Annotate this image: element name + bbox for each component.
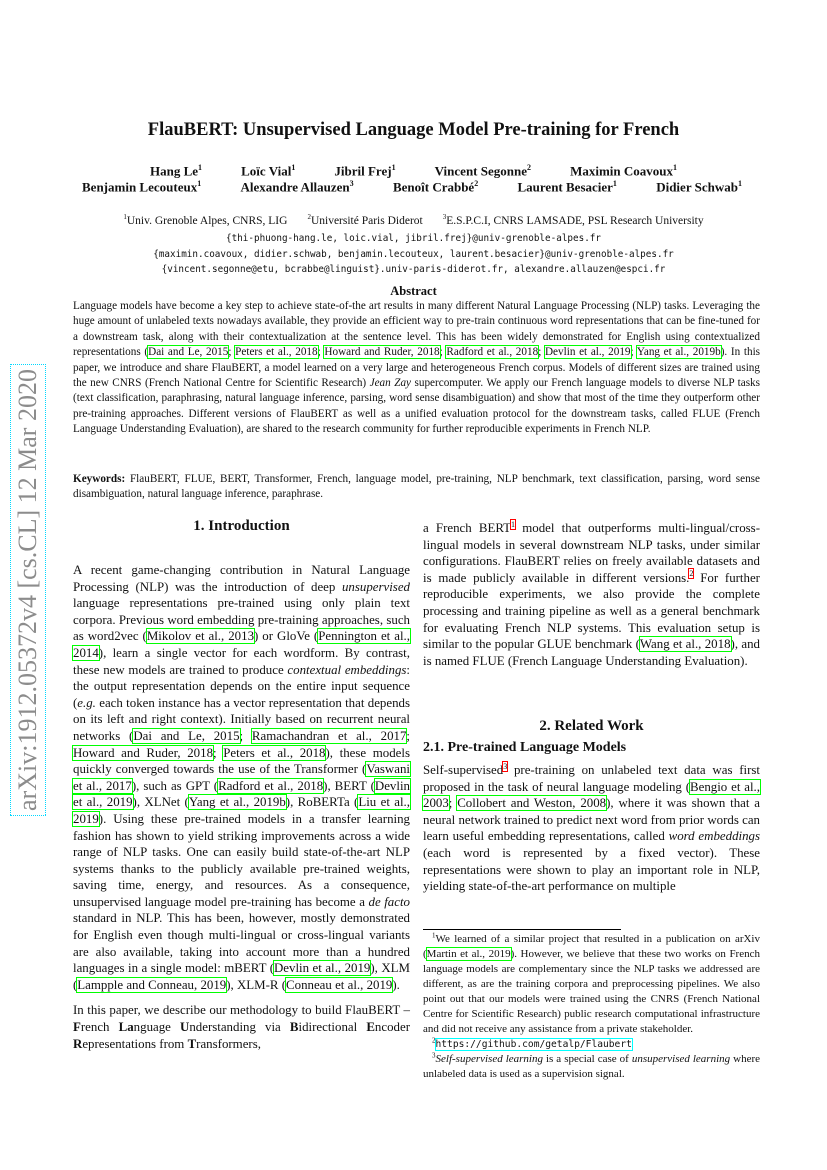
bold-text: R [73,1036,83,1051]
text: nderstanding via [189,1020,290,1035]
citation-link[interactable]: Wang et al., 2018 [639,637,731,652]
text: ; [239,728,252,743]
footnote-mark: 1 [432,931,436,940]
citation-link[interactable]: Vaswani et al., 2017 [73,762,410,793]
citation-link[interactable]: Ramachandran et al., 2017 [251,728,407,743]
text: ; [439,346,447,359]
author [82,179,201,195]
right-column-intro [423,520,760,669]
author-name: Vincent Segonne [434,163,527,179]
arxiv-stamp [10,310,50,870]
text: ; [228,346,236,359]
abstract-text [73,299,760,438]
text: ), where it was shown that a neural network trained to predict next word from prior words can learn useful embedding representations, called [423,796,761,844]
text: We learned of a similar project that resulted in a publication on arXiv ( [423,933,760,960]
text: ), these models quickly converged towards the use of the Transformer ( [73,745,410,777]
italic-text: unsupervised [341,579,410,594]
author [656,179,742,195]
footnote-link[interactable]: 3 [503,761,508,771]
text: A recent game-changing contribution in Natural Language Processing (NLP) was the introduction of deep [73,563,410,594]
citation-link[interactable]: Dai and Le, 2015 [133,728,240,743]
bold-text: La [118,1020,134,1035]
author-name: Loïc Vial [241,163,292,179]
bold-text: F [73,1020,81,1035]
left-column [73,562,410,1052]
affiliation-name: E.S.P.C.I, CNRS LAMSADE, PSL Research University [446,214,704,227]
paragraph [423,762,760,895]
text: ransformers, [196,1036,261,1051]
text: ), XLM-R ( [226,977,287,992]
citation-link[interactable]: Devlin et al., 2019 [73,778,410,810]
citation-link[interactable]: Howard and Ruder, 2018 [324,346,440,359]
citation-link[interactable]: Mikolov et al., 2013 [146,629,255,644]
affiliation-number: 1 [123,213,127,221]
text: For further reproducible experiments, we also provide the complete processing and training pipeline as well as a general benchmark for evaluating French NLP systems. This evaluation setup is similar to the popular GLUE benchmark ( [423,570,760,652]
affiliation-mark: 1 [391,163,396,172]
text: nguage [133,1020,181,1035]
italic-text: contextual embeddings [287,662,407,677]
author [334,163,395,179]
keywords [73,472,760,503]
email-line: {thi-phuong-hang.le, loic.vial, jibril.frej}@univ-grenoble-alpes.fr [225,233,601,244]
footnote [423,932,760,1037]
text: ). Using these pre-trained models in a transfer learning fashion has shown to yield striking improvements across a wide range of NLP tasks. One can easily build state-of-the-art NLP systems thanks to the publicly available pre-trained weights, saving time, energy, and resources. As a consequence, unsupervised language model pre-training has become a [73,811,410,909]
text: ), such as GPT ( [131,778,219,793]
italic-text: word embeddings [668,829,761,844]
text: pre-training on unlabeled text data was first proposed in the task of neural language modeling ( [423,763,760,794]
author-name: Benoît Crabbé [392,179,475,195]
affiliation-mark: 1 [672,163,677,172]
paragraph [423,520,760,669]
affiliation-number: 3 [442,213,447,221]
text: FlauBERT, FLUE, BERT, Transformer, French, language model, pre-training, NLP benchmark, text classification, parsing, word sense disambiguation, natural language inference, paraphrase. [73,473,760,501]
subsection-heading: 2.1. Pre-trained Language Models [423,740,627,755]
footnote-mark: 2 [432,1036,436,1045]
affiliation-mark: 1 [198,163,203,172]
citation-link[interactable]: Radford et al., 2018 [218,778,324,793]
text: ; [448,796,458,811]
affiliation-mark: 1 [197,179,202,188]
affiliation-mark: 1 [737,179,742,188]
author-name: Benjamin Lecouteux [82,179,198,195]
citation-link[interactable]: Collobert and Weston, 2008 [457,796,607,811]
footnotes [423,932,760,1082]
paragraph [73,562,410,993]
author-name: Alexandre Allauzen [240,179,350,195]
citation-link[interactable]: Pennington et al., 2014 [73,629,410,660]
author-name: Laurent Besacier [517,179,613,195]
citation-link[interactable]: Peters et al., 2018 [223,745,326,760]
italic-text: de facto [368,894,410,909]
url-link[interactable]: https://github.com/getalp/Flaubert [435,1039,632,1050]
italic-text: unsupervised learning [631,1053,731,1065]
text: model that outperforms multi-lingual/cross-lingual models in several downstream NLP tasks, under similar configurations. FlauBERT relies on freely available datasets and is made publicly available in different versions. [423,521,760,585]
author [240,179,353,195]
footnote-mark: 3 [432,1051,436,1060]
citation-link[interactable]: Devlin et al., 2019 [544,346,631,359]
italic-text: Self-supervised learning [435,1053,543,1065]
email-line: {vincent.segonne@etu, bcrabbe@linguist}.univ-paris-diderot.fr, alexandre.allauzen@espci.fr [161,264,666,275]
section-heading-related-work: 2. Related Work [539,718,644,734]
author [435,163,531,179]
author [150,163,202,179]
citation-link[interactable]: Conneau et al., 2019 [286,977,393,992]
text: a French BERT [423,521,512,535]
affiliation-mark: 2 [474,179,479,188]
text: ), XLNet ( [132,795,189,810]
text: ; [406,728,410,743]
footnote-link[interactable]: 2 [689,569,694,579]
text: ), and is named FLUE (French Language Understanding Evaluation). [423,637,760,668]
text: is a special case of [542,1053,632,1065]
arxiv-id: arXiv:1912.05372v4 [cs.CL] 12 Mar 2020 [10,364,46,816]
right-column-related [423,762,760,895]
text: idirectional [298,1020,367,1035]
text: : the output representation depends on the entire input sequence ( [73,662,410,710]
text: ; [538,346,545,359]
author [517,179,616,195]
affiliation-name: Univ. Grenoble Alpes, CNRS, LIG [126,214,288,227]
affiliation-mark: 3 [349,179,354,188]
citation-link[interactable]: Howard and Ruder, 2018 [73,745,214,760]
affiliation-mark: 2 [526,163,531,172]
text: In this paper, we describe our methodology to build FlauBERT – [73,1003,410,1018]
citation-link[interactable]: Devlin et al., 2019 [274,961,371,976]
text: ), RoBERTa ( [285,795,359,810]
author-name: Hang Le [150,163,199,179]
citation-link[interactable]: Martin et al., 2019 [426,948,511,960]
footnote [423,1052,760,1082]
text: rench [80,1020,119,1035]
citation-link[interactable]: Lampple and Conneau, 2019 [77,977,227,992]
email-line: {maximin.coavoux, didier.schwab, benjamin.lecouteux, laurent.besacier}@univ-grenoble-alpes.fr [153,249,674,260]
citation-link[interactable]: Yang et al., 2019b [188,795,286,810]
footnote-link[interactable]: 1 [511,519,516,529]
paragraph [73,1002,410,1052]
text: (each word is represented by a fixed vector). These representations were shown to play an important role in NLP, yielding state-of-the-art performance on multiple [423,845,760,894]
paper-title: FlauBERT: Unsupervised Language Model Pre-training for French [147,120,680,140]
citation-link[interactable]: Peters et al., 2018 [235,346,318,359]
text: ), BERT ( [323,778,375,793]
text: epresentations from [82,1036,188,1051]
author [570,163,677,179]
bold-text: T [187,1036,197,1051]
bold-text: B [289,1020,299,1035]
text: ; [213,745,224,760]
text: standard in NLP. This has been, however, mostly demonstrated for English even though multi-lingual or cross-lingual variants are also available, taking into account more than a hundred languages in a single model: mBERT ( [73,911,410,976]
citation-link[interactable]: Radford et al., 2018 [446,346,539,359]
citation-link[interactable]: Bengio et al., 2003 [423,779,760,811]
affiliation [443,215,704,227]
authors-row-1 [150,163,677,179]
author [241,163,295,179]
text: ). [392,977,400,992]
text: ) or GloVe ( [254,629,319,644]
text: ). In this paper, we introduce and share FlauBERT, a model learned on a very large and heterogeneous French corpus. Models of different sizes are trained using the new CNRS (French National Centre for Scientific Research) [73,346,761,390]
footnote-rule [423,929,621,930]
affiliation [123,215,287,227]
affiliation-number: 2 [307,213,311,221]
text: ; [630,346,637,359]
text: ncoder [374,1020,410,1035]
author-name: Maximin Coavoux [570,163,673,179]
text: supercomputer. We apply our French language models to diverse NLP tasks (text classification, paraphrasing, natural language inference, parsing, word sense disambiguation) and show that most of the time they outperform other pre-training approaches. Different versions of FlauBERT as well as a unified evaluation protocol for the downstream tasks, called FLUE (French Language Understanding Evaluation), are shared to the research community for further reproducible experiments in French NLP. [73,377,761,436]
citation-link[interactable]: Dai and Le, 2015 [148,346,229,359]
affiliation-mark: 1 [291,163,296,172]
text: ), learn a single vector for each wordform. By contrast, these new models are trained to produce [73,645,410,677]
italic-text: Jean Zay [369,377,412,390]
text: where unlabeled data is used as a supervision signal. [423,1053,761,1080]
text: each token instance has a vector representation that depends on its left and right context). Initially based on recurrent neural networks ( [73,695,410,743]
text: Self-supervised [423,763,504,777]
affiliation [307,215,422,227]
text: ), XLM ( [73,961,410,992]
text: ; [317,346,325,359]
abstract-heading: Abstract [390,284,437,298]
bold-text: Keywords: [73,473,126,485]
footnote [423,1037,760,1052]
bold-text: U [180,1020,190,1035]
italic-text: e.g. [77,695,96,710]
affiliation-name: Université Paris Diderot [310,214,423,227]
author [393,179,478,195]
affiliation-mark: 1 [612,179,617,188]
affiliations [0,213,827,227]
text: ). However, we believe that these two works on French language models are complementary since the NLP tasks we addressed are different, as are the training corpora and preprocessing pipelines. We also point out that our models were trained using the CNRS (French National Centre for Scientific Research) public research computational infrastructure and did not receive any assistance from a private stakeholder. [423,948,760,1035]
text: language representations pre-trained using only plain text corpora. Previous word embedding pre-training approaches, such as word2vec ( [73,596,410,644]
authors-row-2 [82,179,742,195]
text: Language models have become a key step to achieve state-of-the art results in many different Natural Language Processing (NLP) tasks. Leveraging the huge amount of unlabeled texts nowadays available, they provide an efficient way to pre-train continuous word representations that can be fine-tuned for a downstream task, along with their contextualization at the sentence level. This has been widely demonstrated for English using contextualized representations ( [73,300,760,359]
citation-link[interactable]: Liu et al., 2019 [73,795,410,826]
author-name: Didier Schwab [656,179,738,195]
citation-link[interactable]: Yang et al., 2019b [636,346,721,359]
section-heading-introduction: 1. Introduction [193,518,290,534]
author-name: Jibril Frej [334,163,392,179]
bold-text: E [366,1020,375,1035]
